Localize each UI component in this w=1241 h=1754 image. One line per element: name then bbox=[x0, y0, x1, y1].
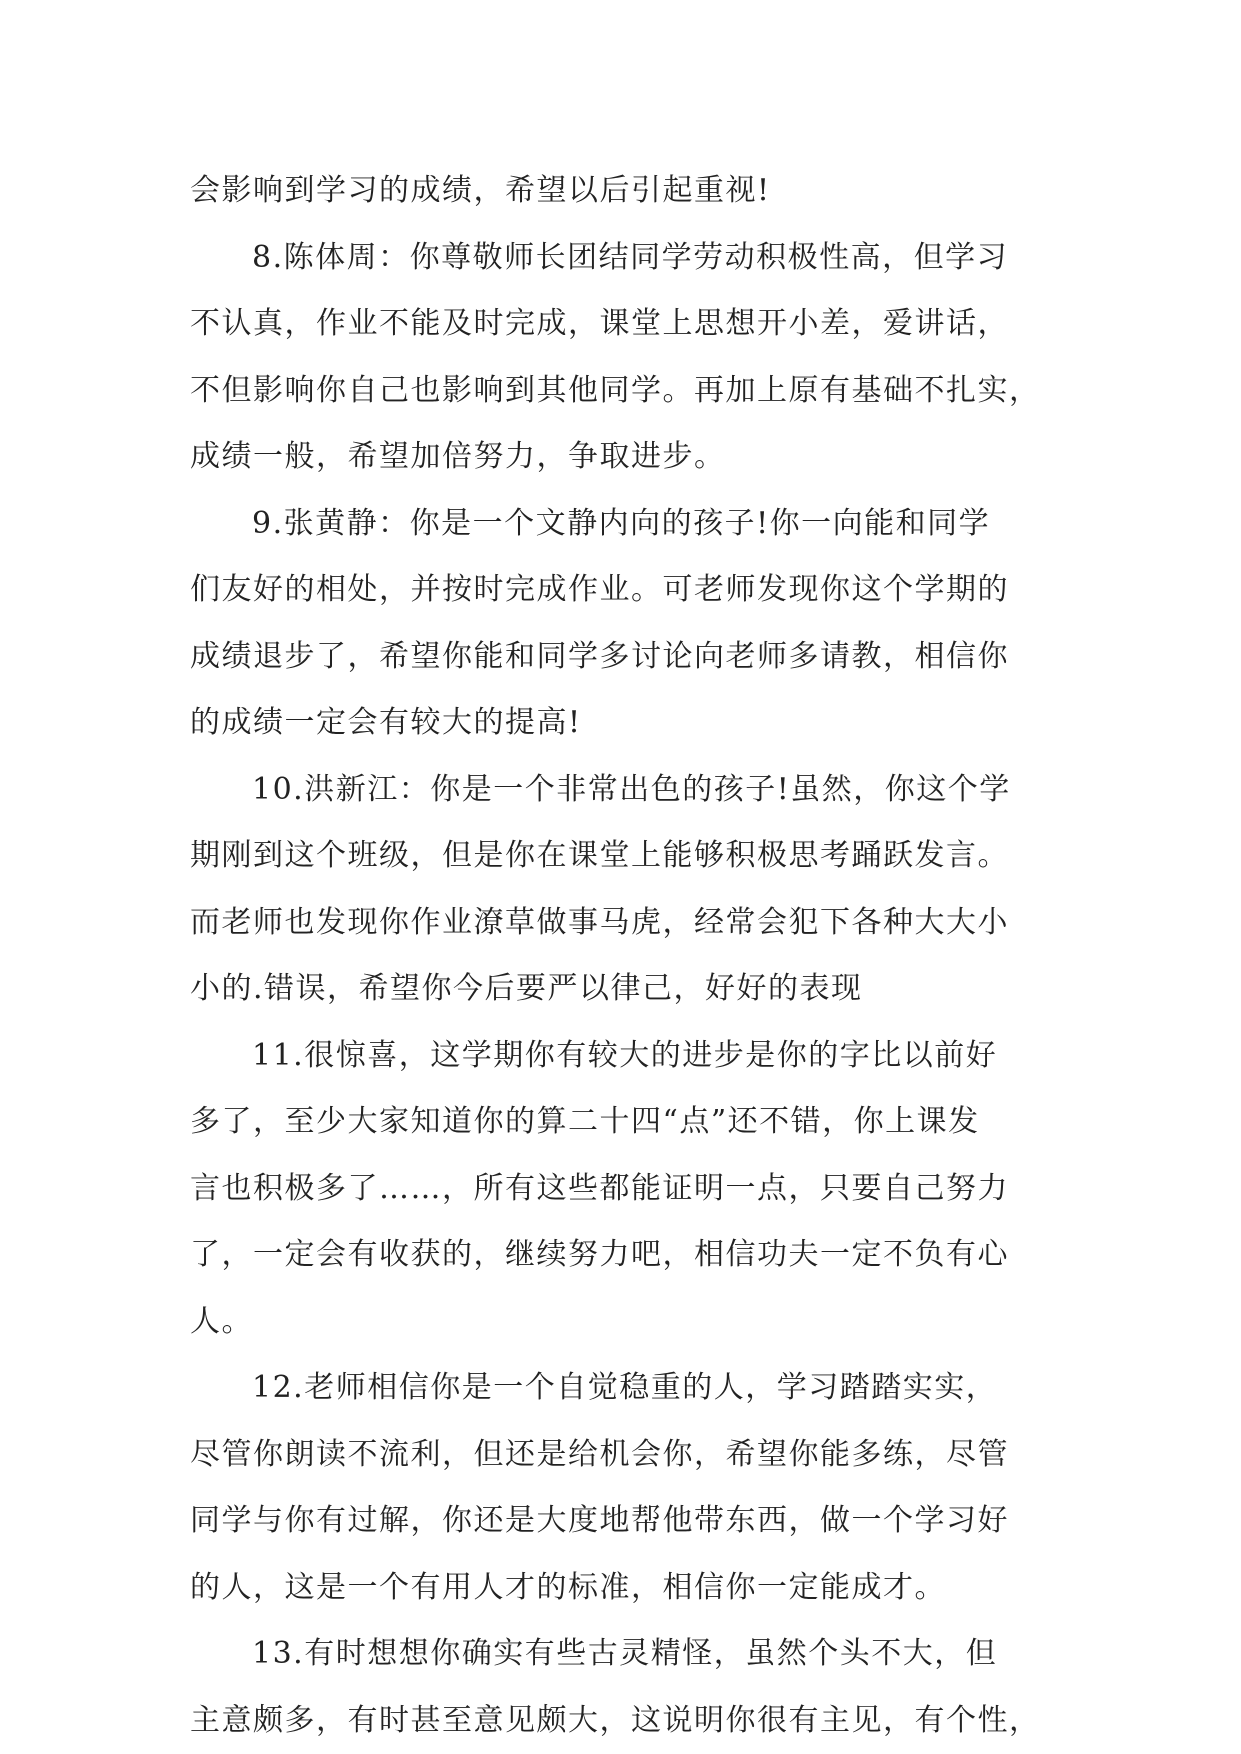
text-line: 同学与你有过解，你还是大度地帮他带东西，做一个学习好 bbox=[190, 1503, 1009, 1538]
text-line: 不但影响你自己也影响到其他同学。再加上原有基础不扎实， bbox=[190, 372, 1041, 408]
text-line: 会影响到学习的成绩，希望以后引起重视! bbox=[190, 173, 771, 208]
text-line: 期刚到这个班级，但是你在课堂上能够积极思考踊跃发言。 bbox=[190, 838, 1009, 873]
text-line: 了，一定会有收获的，继续努力吧，相信功夫一定不负有心 bbox=[190, 1237, 1009, 1272]
text-line: 言也积极多了……，所有这些都能证明一点，只要自己努力 bbox=[190, 1170, 1009, 1206]
text-line: 小的.错误，希望你今后要严以律己，好好的表现 bbox=[190, 971, 863, 1006]
paragraph-item-12 bbox=[190, 1355, 1070, 1621]
text-line: 成绩一般，希望加倍努力，争取进步。 bbox=[190, 439, 726, 474]
text-line: 的人，这是一个有用人才的标准，相信你一定能成才。 bbox=[190, 1569, 946, 1605]
text-line: 8.陈体周：你尊敬师长团结同学劳动积极性高，但学习 bbox=[252, 239, 1009, 275]
text-line: 成绩退步了，希望你能和同学多讨论向老师多请教，相信你 bbox=[190, 638, 1009, 674]
paragraph-item-10 bbox=[190, 757, 1070, 1023]
text-line: 而老师也发现你作业潦草做事马虎，经常会犯下各种大大小 bbox=[190, 904, 1009, 940]
paragraph-item-8 bbox=[190, 225, 1070, 491]
text-line: 尽管你朗读不流利，但还是给机会你，希望你能多练，尽管 bbox=[190, 1436, 1009, 1472]
paragraph-item-9 bbox=[190, 491, 1070, 757]
paragraph-item-13 bbox=[190, 1621, 1070, 1754]
text-line: 的成绩一定会有较大的提高! bbox=[190, 705, 582, 740]
text-line: 不认真，作业不能及时完成，课堂上思想开小差，爱讲话， bbox=[190, 306, 1009, 341]
text-line: 们友好的相处，并按时完成作业。可老师发现你这个学期的 bbox=[190, 572, 1009, 607]
text-line: 12.老师相信你是一个自觉稳重的人，学习踏踏实实， bbox=[252, 1370, 998, 1405]
text-line: 人。 bbox=[190, 1303, 253, 1339]
text-line: 13.有时想想你确实有些古灵精怪，虽然个头不大，但 bbox=[252, 1636, 998, 1671]
text-line: 主意颇多，有时甚至意见颇大，这说明你很有主见，有个性， bbox=[190, 1702, 1041, 1738]
paragraph-item-11 bbox=[190, 1023, 1070, 1356]
text-line: 11.很惊喜，这学期你有较大的进步是你的字比以前好 bbox=[252, 1037, 998, 1073]
document-body bbox=[190, 158, 1070, 1754]
text-line: 10.洪新江：你是一个非常出色的孩子!虽然，你这个学 bbox=[252, 771, 1011, 807]
text-line: 多了，至少大家知道你的算二十四“点”还不错，你上课发 bbox=[190, 1104, 980, 1139]
text-line: 9.张黄静：你是一个文静内向的孩子!你一向能和同学 bbox=[252, 505, 991, 541]
paragraph-continuation bbox=[190, 158, 1070, 225]
